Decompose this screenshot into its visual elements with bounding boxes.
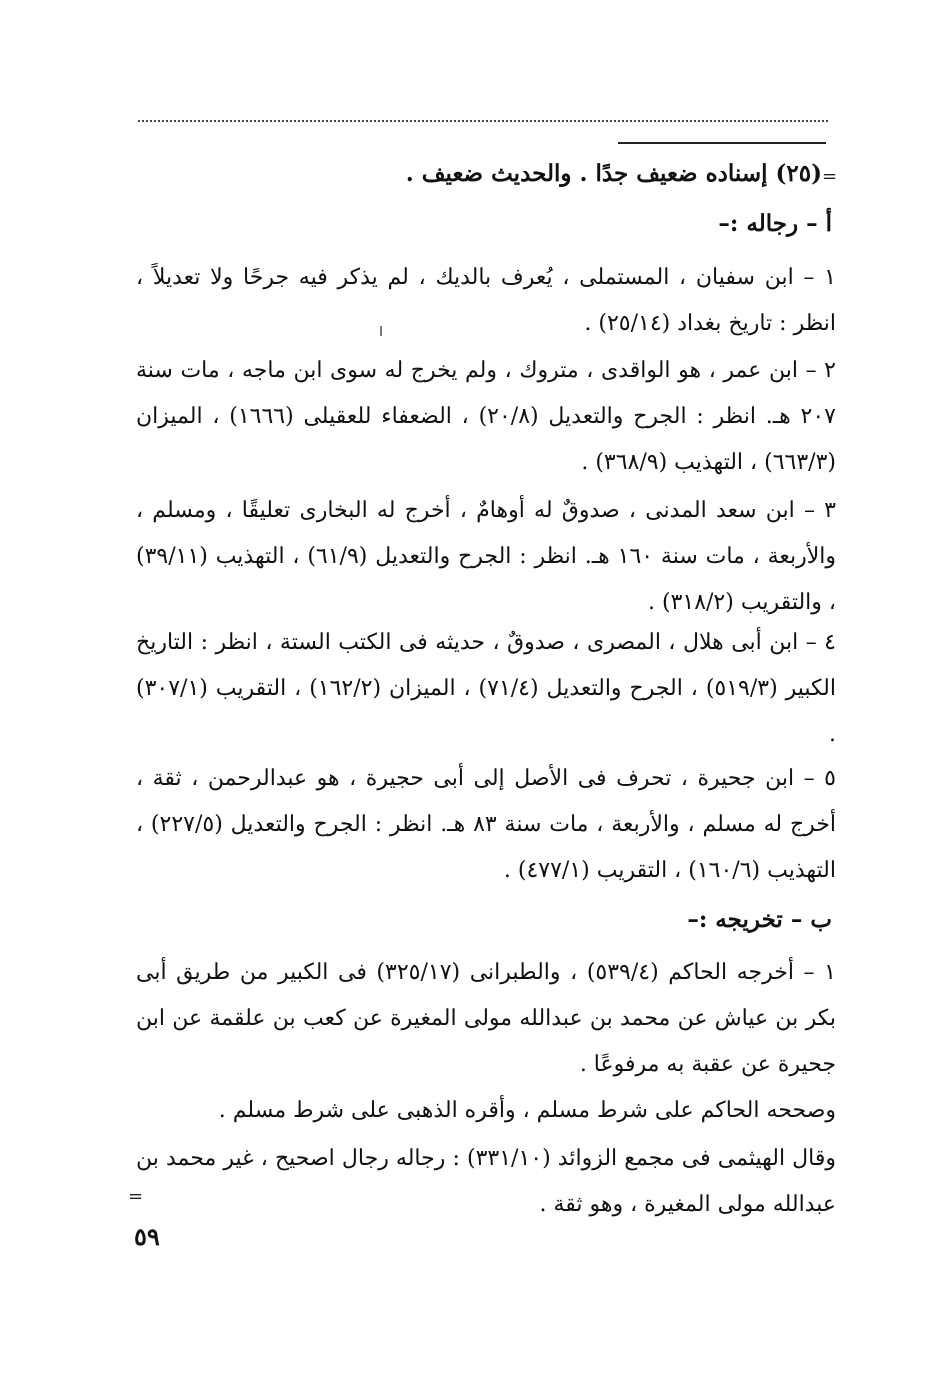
narrator-item-4: ٤ – ابن أبى هلال ، المصرى ، صدوقٌ ، حديثه فى الكتب الستة ، انظر : التاريخ الكبير (٥١٩/٣) ، الجرح والتعديل (٧١/٤) ، الميزان (١٦٢/٢) ، التقريب (٣٠٧/١) . [136,630,836,747]
footnote-title: (٢٥) إسناده ضعيف جدًا . والحديث ضعيف . [405,160,822,187]
section-b-heading: ب – تخريجه :– [687,906,832,933]
page-number: ٥٩ [134,1222,160,1251]
narrator-item-1: ١ – ابن سفيان ، المستملى ، يُعرف بالديك ، لم يذكر فيه جرحًا ولا تعديلاً ، انظر : تاريخ بغداد (٢٥/١٤) . [136,265,836,336]
narrator-item-3: ٣ – ابن سعد المدنى ، صدوقٌ له أوهامٌ ، أخرج له البخارى تعليقًا ، ومسلم ، والأربعة ، مات سنة ١٦٠ هـ. انظر : الجرح والتعديل (٦١/٩) ، التهذيب (٣٩/١١) ، والتقريب (٣١٨/٢) . [136,498,837,615]
continuation-mark-bottom: = [128,1186,144,1207]
continuation-mark-top: = [822,166,838,187]
narrator-item-2: ٢ – ابن عمر ، هو الواقدى ، متروك ، ولم يخرج له سوى ابن ماجه ، مات سنة ٢٠٧ هـ. انظر : الجرح والتعديل (٢٠/٨) ، الضعفاء للعقيلى (١٦٦٦) ، الميزان (٦٦٣/٣) ، التهذيب (٣٦٨/٩) . [136,358,836,475]
takhrij-item-2: وصححه الحاكم على شرط مسلم ، وأقره الذهبى على شرط مسلم . [218,1098,836,1123]
footnote-rule [618,142,826,144]
section-a-heading: أ – رجاله :– [718,210,832,237]
dotted-separator [138,120,828,122]
takhrij-item-1: ١ – أخرجه الحاكم (٥٣٩/٤) ، والطبرانى (٣٢٥/١٧) فى الكبير من طريق أبى بكر بن عياش عن محمد بن عبدالله مولى المغيرة عن كعب بن علقمة عن ابن جحيرة عن عقبة به مرفوعًا . [136,960,836,1077]
narrator-item-5: ٥ – ابن جحيرة ، تحرف فى الأصل إلى أبى حجيرة ، هو عبدالرحمن ، ثقة ، أخرج له مسلم ، والأربعة ، مات سنة ٨٣ هـ. انظر : الجرح والتعديل (٢٢٧/٥) ، التهذيب (١٦٠/٦) ، التقريب (٤٧٧/١) . [136,766,836,883]
takhrij-item-3: وقال الهيثمى فى مجمع الزوائد (٣٣١/١٠) : رجاله رجال اصحيح ، غير محمد بن عبدالله مولى المغيرة ، وهو ثقة . [136,1146,836,1217]
